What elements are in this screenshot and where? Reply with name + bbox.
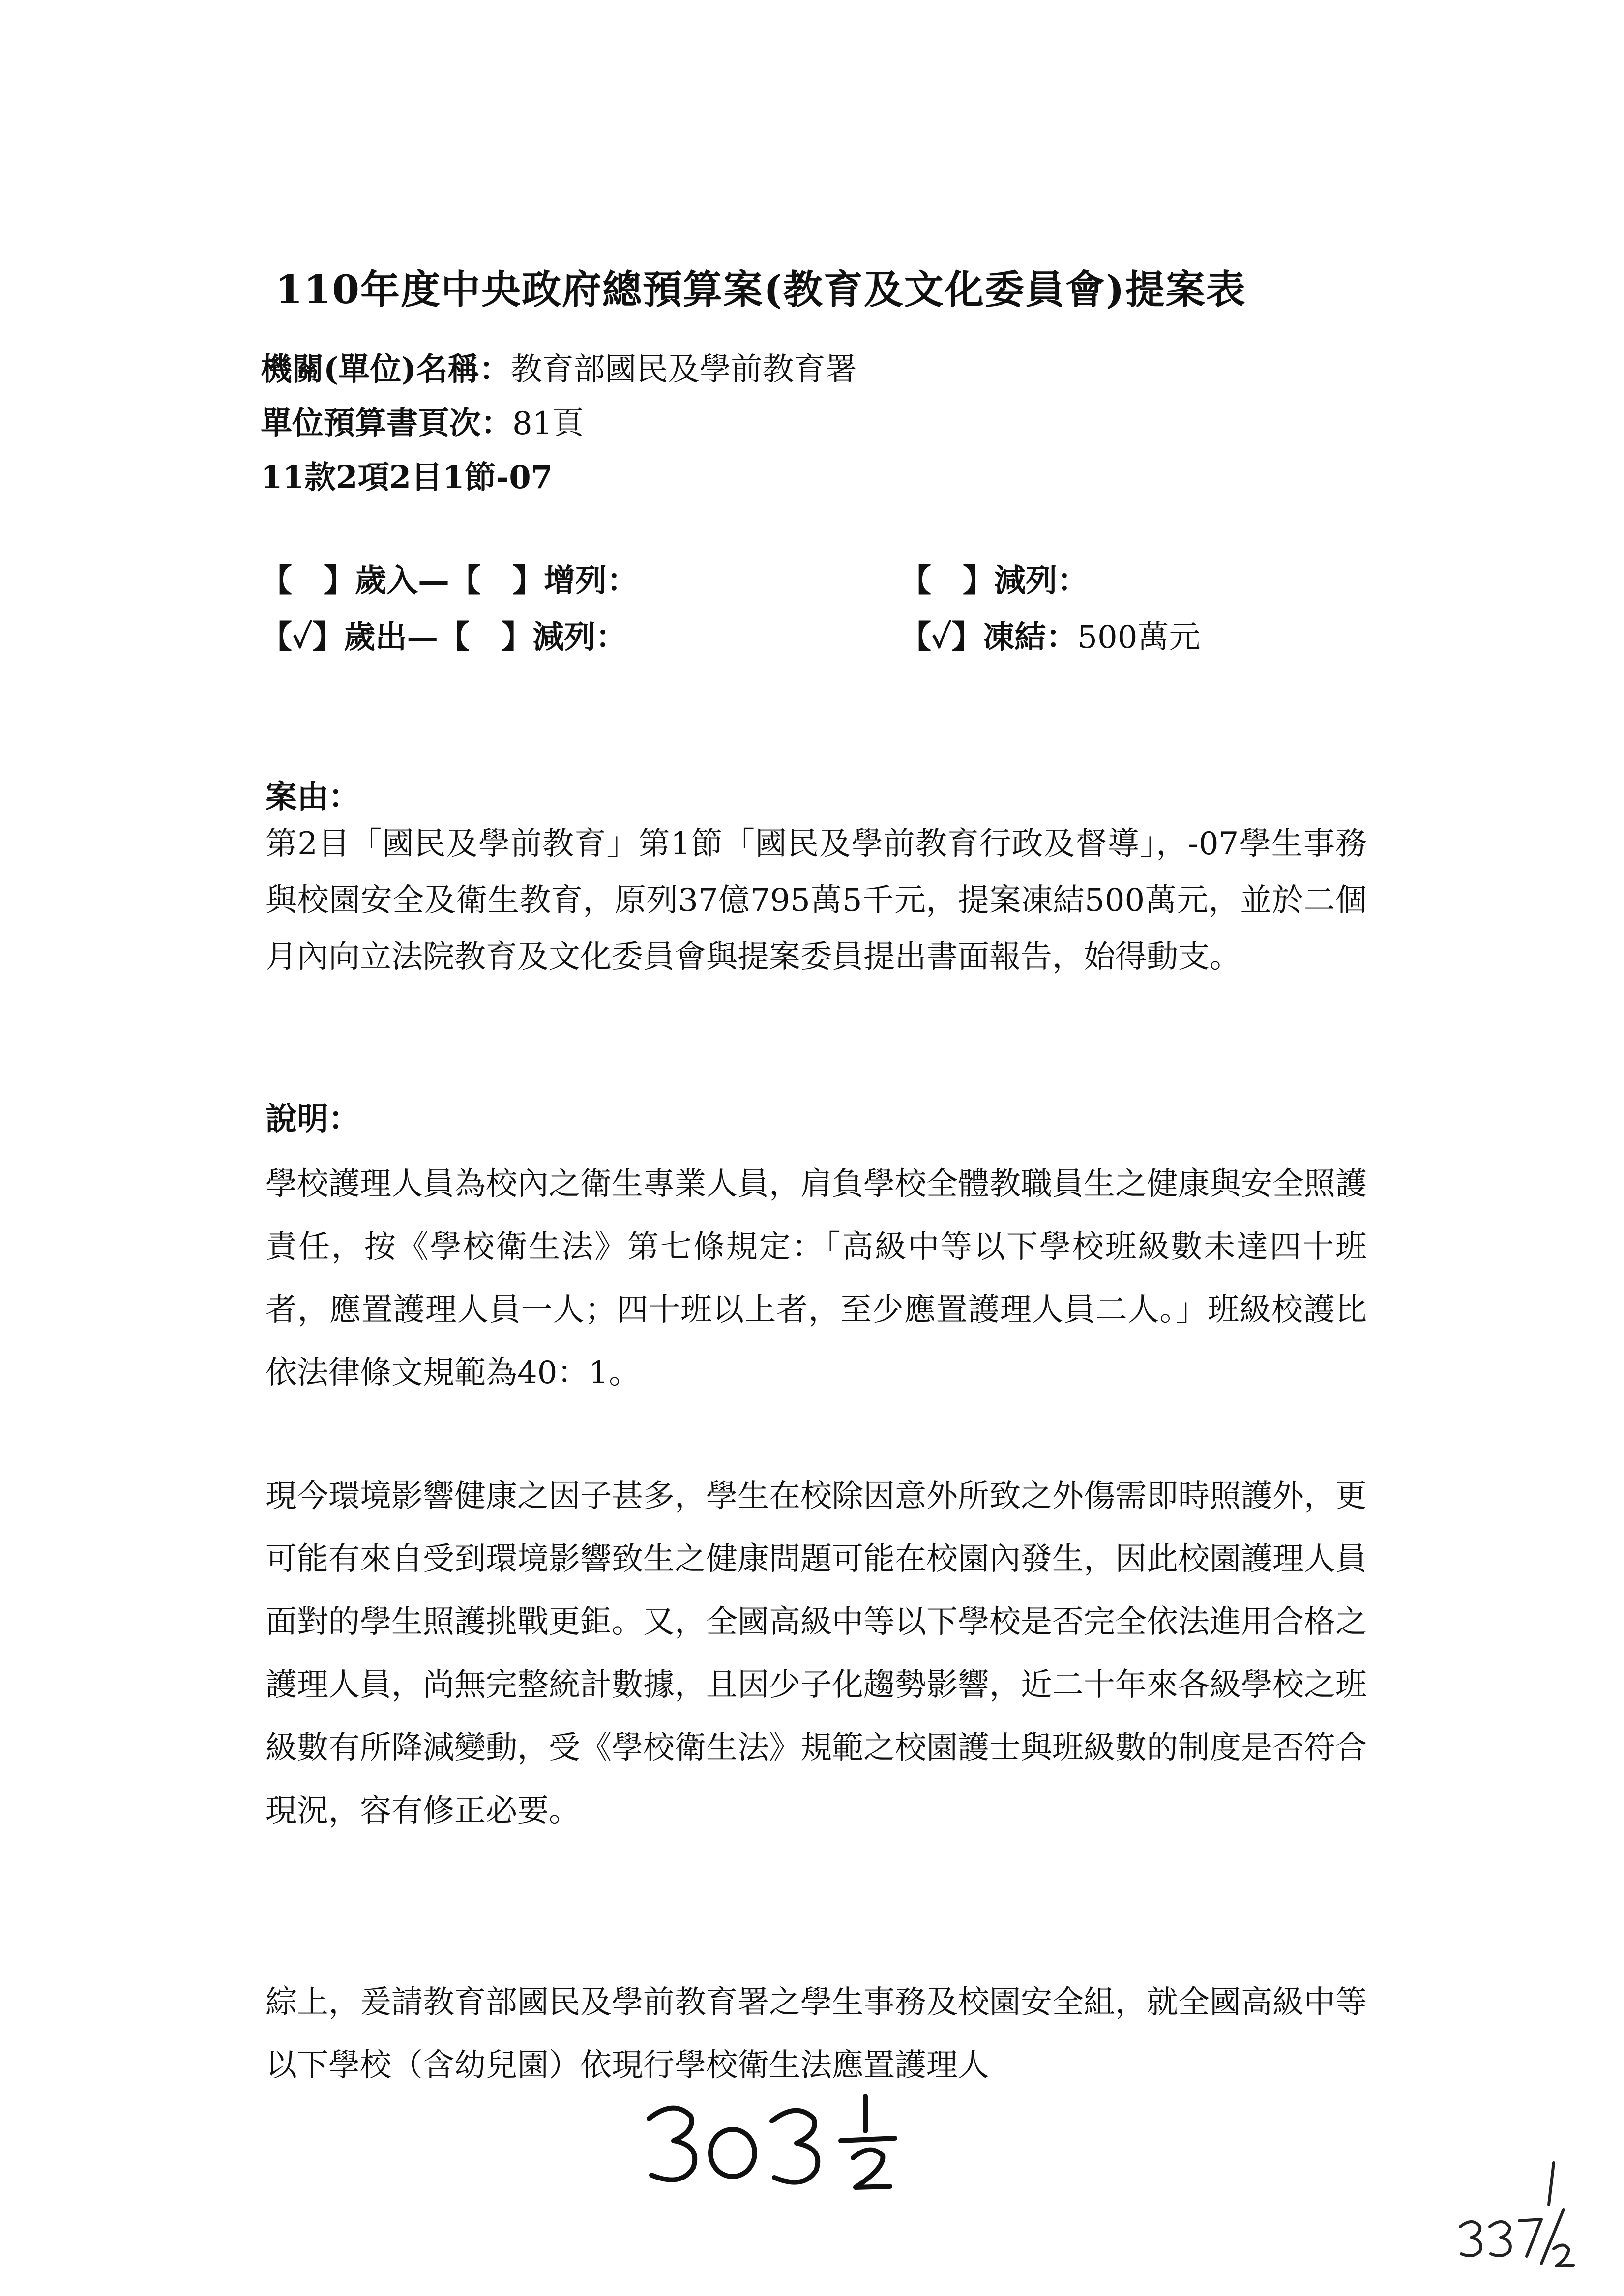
agency-value: 教育部國民及學前教育署 xyxy=(510,351,857,388)
explanation-paragraph-2: 現今環境影響健康之因子甚多，學生在校除因意外所致之外傷需即時照護外，更可能有來自受到環境影響致生之健康問題可能在校園內發生，因此校園護理人員面對的學生照護挑戰更鉅。又，全國高級中等以下學校是否完全依法進用合格之護理人員，尚無完整統計數據，且因少子化趨勢影響，近二十年來各級學校之班級數有所降減變動，受《學校衛生法》規範之校園護士與班級數的制度是否符合現況，容有修正必要。 xyxy=(266,1478,1367,1829)
option-freeze-value: 500萬元 xyxy=(1077,619,1201,656)
option-reduce: 【 】減列： xyxy=(900,562,1089,599)
budget-page-value: 81頁 xyxy=(512,406,584,442)
option-expenditure-reduce: 【✓】歲出—【 】減列： xyxy=(261,619,627,656)
document-title: 110年度中央政府總預算案(教育及文化委員會)提案表 xyxy=(275,266,1246,313)
explanation-paragraph-1: 學校護理人員為校內之衛生專業人員，肩負學校全體教職員生之健康與安全照護責任，按《學校衛生法》第七條規定：「高級中等以下學校班級數未達四十班者，應置護理人員一人；四十班以上者，至少應置護理人員二人。」班級校護比依法律條文規範為40：1。 xyxy=(266,1166,1367,1391)
explanation-paragraph-3: 綜上，爰請教育部國民及學前教育署之學生事務及校園安全組，就全國高級中等以下學校（含幼兒園）依現行學校衛生法應置護理人 xyxy=(266,1984,1367,2084)
option-freeze xyxy=(900,612,1200,657)
option-freeze-label: 【✓】凍結： xyxy=(900,619,1078,656)
option-revenue-increase: 【 】歲入—【 】增列： xyxy=(261,562,638,599)
handwritten-corner-number xyxy=(1450,2158,1578,2271)
section-code: 11款2項2目1節-07 xyxy=(261,459,553,496)
budget-page-label: 單位預算書頁次： xyxy=(261,405,512,442)
reason-text: 第2目「國民及學前教育」第1節「國民及學前教育行政及督導」，-07學生事務與校園安全及衛生教育，原列37億795萬5千元，提案凍結500萬元，並於二個月內向立法院教育及文化委員會與提案委員提出書面報告，始得動支。 xyxy=(266,826,1367,975)
agency-line xyxy=(261,344,857,389)
explanation-heading: 說明： xyxy=(266,1101,360,1137)
agency-label: 機關(單位)名稱： xyxy=(261,351,511,388)
budget-page-line xyxy=(261,398,584,443)
reason-heading: 案由： xyxy=(266,779,360,815)
handwritten-page-number xyxy=(634,2089,910,2197)
